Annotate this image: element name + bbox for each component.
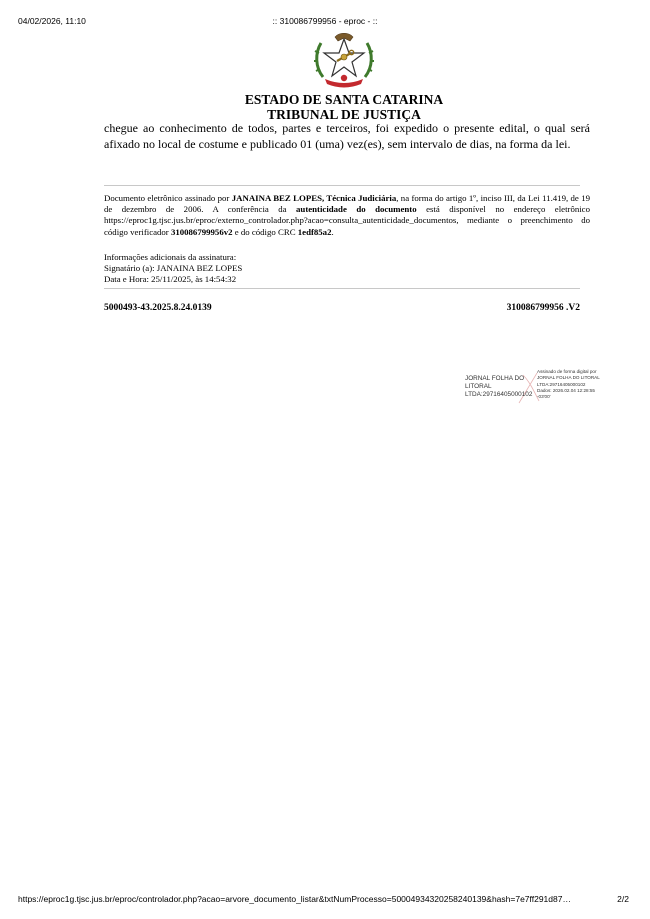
- print-title: :: 310086799956 - eproc - ::: [272, 16, 378, 26]
- divider-bottom: [104, 288, 580, 289]
- coat-of-arms-icon: [313, 31, 375, 89]
- state-title: ESTADO DE SANTA CATARINA: [244, 92, 444, 107]
- stamp-detail-line4: Dados: 2026.02.04 12:28:55: [537, 387, 595, 393]
- additional-info: [104, 252, 242, 286]
- divider-top: [104, 185, 580, 186]
- sig-text-5: .: [331, 226, 334, 237]
- crc-code: 1edf85a2: [297, 226, 332, 237]
- stamp-detail-line5: -03'00': [537, 394, 551, 400]
- document-version: 310086799956 .V2: [506, 303, 580, 313]
- stamp-name-line3: LTDA:29716405000102: [465, 391, 533, 399]
- sig-text-1: Documento eletrônico assinado por: [104, 193, 232, 203]
- stamp-signer-name: [465, 375, 532, 400]
- verifier-code: 310086799956v2: [170, 226, 233, 237]
- stamp-detail-line2: JORNAL FOLHA DO LITORAL: [537, 375, 600, 381]
- digital-signature-stamp: [465, 369, 615, 405]
- process-number: 5000493-43.2025.8.24.0139: [104, 303, 212, 313]
- stamp-name-line1: JORNAL FOLHA DO: [465, 375, 525, 382]
- stamp-details: [537, 369, 600, 400]
- additional-info-heading: Informações adicionais da assinatura:: [104, 252, 237, 262]
- signer-name: JANAINA BEZ LOPES, Técnica Judiciária: [231, 193, 397, 203]
- authenticity-phrase: autenticidade do documento: [296, 204, 417, 215]
- print-url: https://eproc1g.tjsc.jus.br/eproc/controlador.php?acao=arvore_documento_listar&txtNumProcesso=50004934320258240139&hash=7e7ff291d87…: [18, 894, 571, 904]
- signatory-line: Signatário (a): JANAINA BEZ LOPES: [104, 263, 243, 274]
- print-header: [0, 16, 650, 28]
- print-footer: [0, 894, 650, 906]
- stamp-detail-line3: LTDA:29716405000102: [537, 381, 586, 387]
- document-header: [0, 92, 650, 122]
- sig-text-3: está disponível no endereço eletrônico https://eproc1g.tjsc.jus.br/eproc/externo_controlador.php?acao=consulta_autenticidade_documentos, mediante o preenchimento do código verificador: [104, 204, 590, 237]
- stamp-detail-line1: Assinado de forma digital por: [537, 369, 597, 374]
- page-number: 2/2: [617, 894, 629, 904]
- sig-text-2: , na forma do artigo 1º, inciso III, da Lei 11.419, de 19 de dezembro de 2006. A conferência da: [104, 193, 591, 215]
- stamp-name-line2: LITORAL: [465, 383, 492, 391]
- edital-paragraph: chegue ao conhecimento de todos, partes e terceiros, foi expedido o presente edital, o qual será afixado no local de costume e publicado 01 (uma) vez(es), sem intervalo de dias, na forma da lei.: [104, 121, 590, 151]
- court-title: TRIBUNAL DE JUSTIÇA: [267, 107, 421, 122]
- sig-text-4: e do código CRC: [232, 226, 298, 237]
- signature-statement: [104, 193, 590, 238]
- print-datetime: 04/02/2026, 11:10: [18, 16, 86, 26]
- signature-datetime: Data e Hora: 25/11/2025, às 14:54:32: [104, 274, 237, 285]
